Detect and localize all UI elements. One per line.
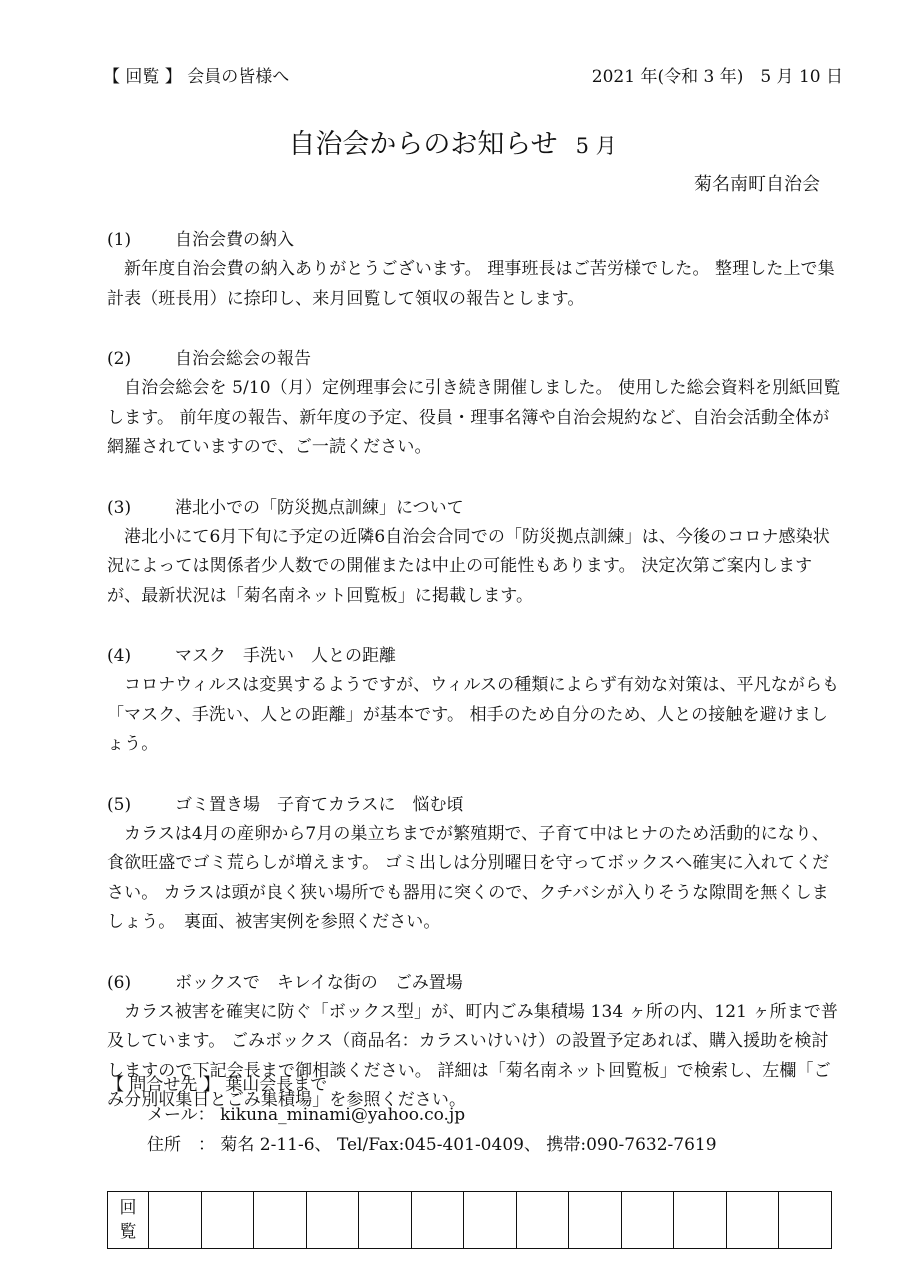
section-body: 港北小にて6月下旬に予定の近隣6自治会合同での「防災拠点訓練」は、今後のコロナ感染状況によっては関係者少人数での開催または中止の可能性もあります。 決定次第ご案内しますが、最新状況は「菊名南ネット回覧板」に掲載します。 xyxy=(107,526,830,606)
stamp-cell xyxy=(621,1192,674,1249)
section-2 xyxy=(107,344,842,463)
section-title: ゴミ置き場 子育てカラスに 悩む頃 xyxy=(175,794,464,815)
circulation-label-cell xyxy=(108,1192,149,1249)
stamp-cell xyxy=(726,1192,779,1249)
section-title: 自治会総会の報告 xyxy=(175,349,311,369)
title-main: 自治会からのお知らせ xyxy=(288,129,558,160)
section-body: カラスは4月の産卵から7月の巣立ちまでが繁殖期で、子育て中はヒナのため活動的になり、食欲旺盛でゴミ荒らしが増えます。 ゴミ出しは分別曜日を守ってボックスへ確実に入れてください。 カラスは頭が良く狭い場所でも器用に突くので、クチバシが入りそうな隙間を無くしましょう。 裏面、被害実例を参照ください。 xyxy=(107,823,830,932)
page-title xyxy=(0,122,905,161)
stamp-cell xyxy=(464,1192,517,1249)
section-heading xyxy=(107,493,842,523)
section-number: (2) xyxy=(107,349,132,369)
section-3 xyxy=(107,493,842,612)
contact-address: 住所 ： 菊名 2-11-6、 Tel/Fax:045-401-0409、 携帯:090-7632-7619 xyxy=(147,1135,717,1155)
stamp-cell xyxy=(674,1192,727,1249)
section-heading xyxy=(107,968,842,998)
section-5 xyxy=(107,790,842,938)
notice-sections xyxy=(107,225,842,1146)
stamp-cell xyxy=(516,1192,569,1249)
stamp-cell xyxy=(201,1192,254,1249)
stamp-cell xyxy=(411,1192,464,1249)
section-number: (5) xyxy=(107,794,132,815)
section-body: コロナウィルスは変異するようですが、ウィルスの種類によらず有効な対策は、平凡ながらも「マスク、手洗い、人との距離」が基本です。 相手のため自分のため、人との接触を避けましょう。 xyxy=(107,675,840,754)
stamp-cell xyxy=(779,1192,832,1249)
section-number: (3) xyxy=(107,497,132,518)
section-title: 港北小での「防災拠点訓練」について xyxy=(175,497,464,518)
issue-date: 2021 年(令和 3 年) 5 月 10 日 xyxy=(591,67,843,87)
section-title: 自治会費の納入 xyxy=(175,230,294,250)
circulation-label-1: 回 xyxy=(119,1198,137,1218)
stamp-cell xyxy=(149,1192,202,1249)
section-heading xyxy=(107,641,842,671)
section-number: (4) xyxy=(107,646,132,666)
stamp-cell xyxy=(569,1192,622,1249)
section-heading xyxy=(107,790,842,820)
stamp-cell xyxy=(359,1192,412,1249)
circulation-row xyxy=(108,1192,832,1249)
circular-header: 【 回覧 】 会員の皆様へ xyxy=(103,67,290,87)
section-body: 自治会総会を 5/10（月）定例理事会に引き続き開催しました。 使用した総会資料を別紙回覧します。 前年度の報告、新年度の予定、役員・理事名簿や自治会規約など、自治会活動全体が網羅されていますので、ご一読ください。 xyxy=(107,378,841,457)
section-4 xyxy=(107,641,842,760)
stamp-cell xyxy=(254,1192,307,1249)
section-body: カラス被害を確実に防ぐ「ボックス型」が、町内ごみ集積場 134 ヶ所の内、121 ヶ所まで普及しています。 ごみボックス（商品名：カラスいけいけ）の設置予定あれば、購入援助を検討しますので下記会長まで御相談ください。 詳細は「菊名南ネット回覧板」で検索し、左欄「ごみ分別収集日とごみ集積場」を参照ください。 xyxy=(107,1001,839,1110)
circulation-label-2: 覧 xyxy=(119,1222,137,1242)
stamp-cell xyxy=(306,1192,359,1249)
section-1 xyxy=(107,225,842,314)
section-number: (1) xyxy=(107,230,132,250)
contact-block xyxy=(107,1070,717,1160)
section-heading xyxy=(107,225,842,255)
title-month: 5 月 xyxy=(575,134,617,158)
circulation-check-table xyxy=(107,1191,832,1249)
section-title: ボックスで キレイな街の ごみ置場 xyxy=(175,972,463,993)
section-heading xyxy=(107,344,842,374)
contact-email: メール： kikuna_minami@yahoo.co.jp xyxy=(147,1105,466,1125)
section-body: 新年度自治会費の納入ありがとうございます。 理事班長はご苦労様でした。 整理した上で集計表（班長用）に捺印し、来月回覧して領収の報告とします。 xyxy=(107,259,835,309)
contact-heading: 【 問合せ先 】 葉山会長まで xyxy=(107,1075,328,1095)
section-title: マスク 手洗い 人との距離 xyxy=(175,646,396,666)
organization-name: 菊名南町自治会 xyxy=(694,174,820,195)
section-number: (6) xyxy=(107,972,132,993)
